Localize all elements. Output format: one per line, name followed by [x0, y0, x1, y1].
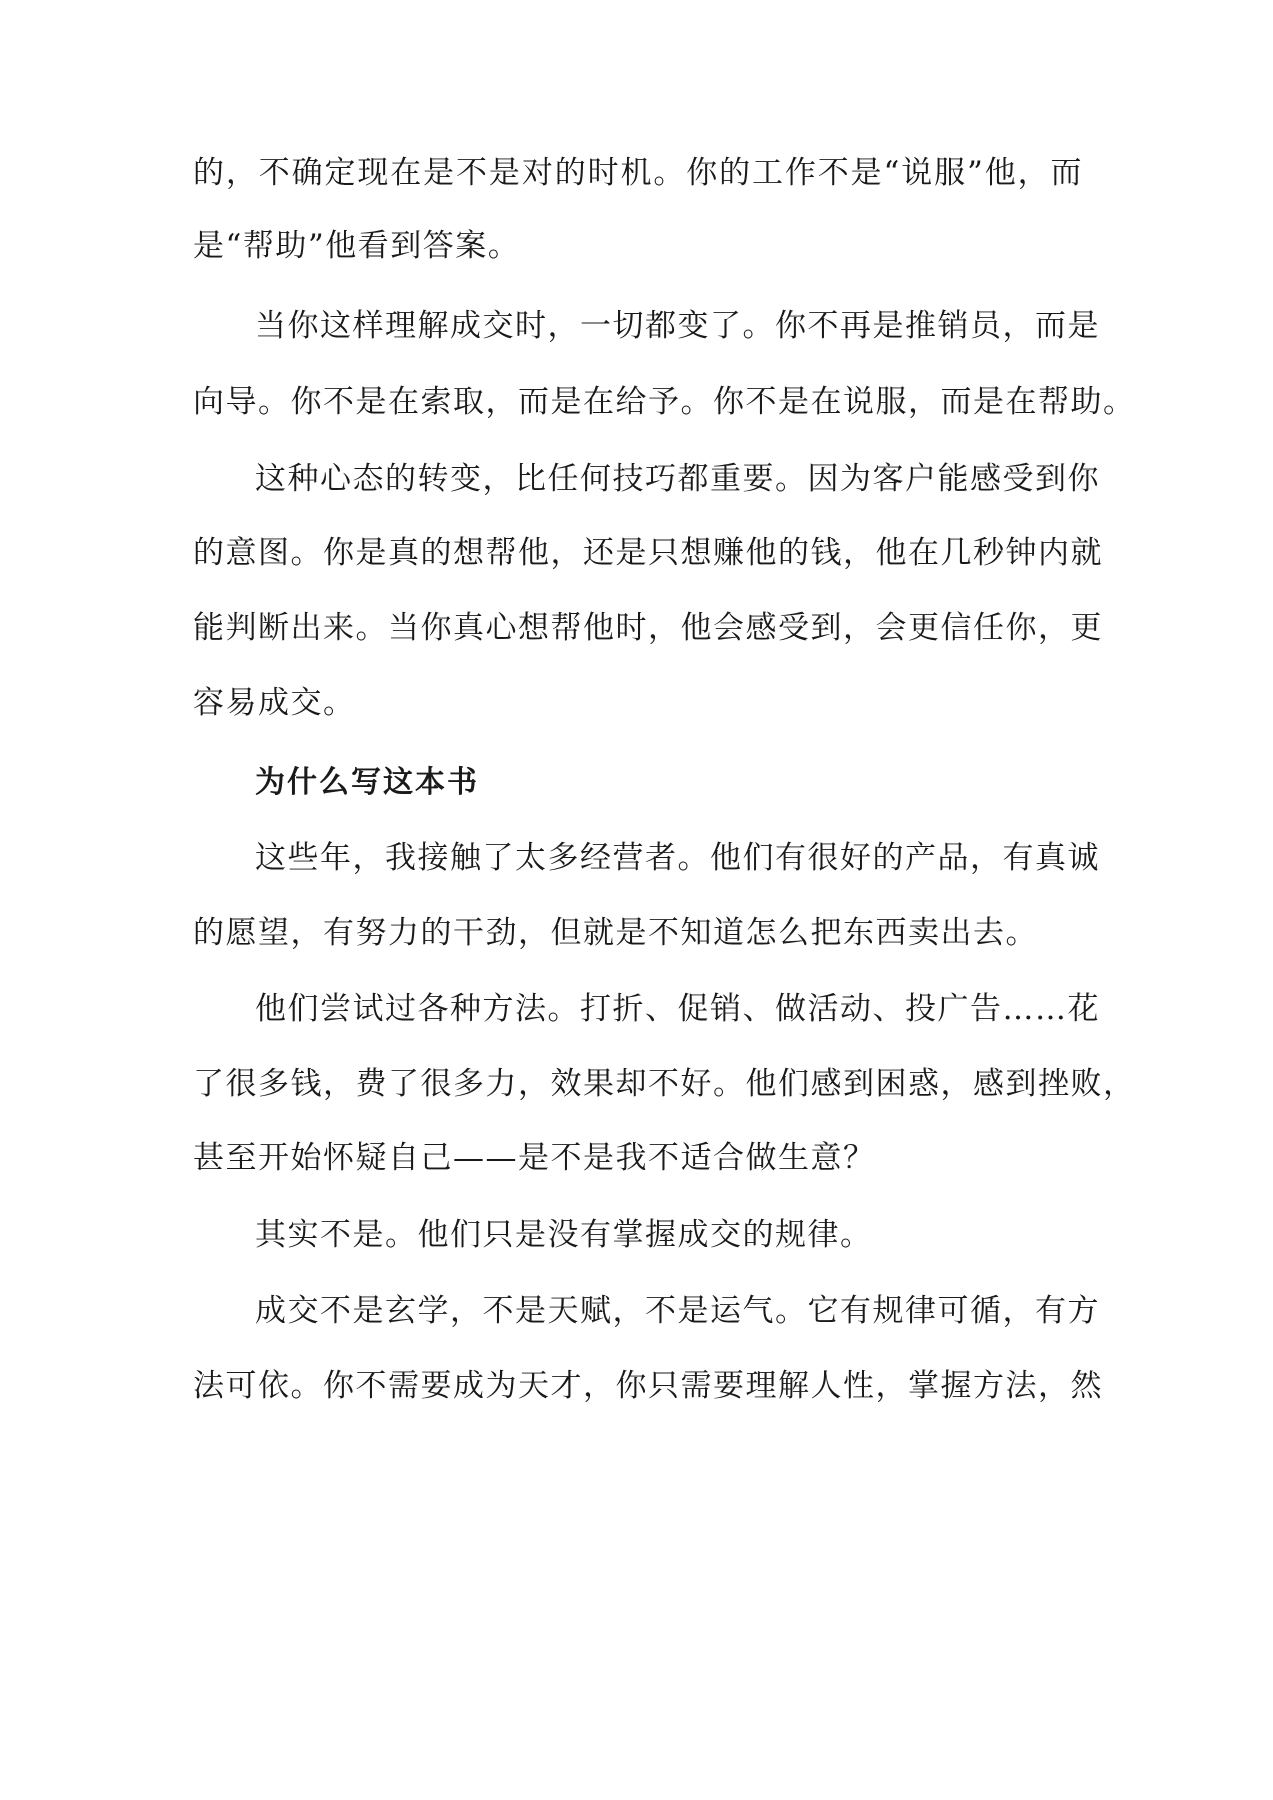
paragraph-3-line-2: 的意图。你是真的想帮他，还是只想赚他的钱，他在几秒钟内就 — [193, 535, 1103, 571]
paragraph-7-line-1: 成交不是玄学，不是天赋，不是运气。它有规律可循，有方 — [255, 1293, 1100, 1329]
paragraph-5-line-2: 了很多钱，费了很多力，效果却不好。他们感到困惑，感到挫败， — [193, 1066, 1136, 1102]
paragraph-4-line-1: 这些年，我接触了太多经营者。他们有很好的产品，有真诚 — [255, 840, 1100, 876]
paragraph-1-line-2: 是“帮助”他看到答案。 — [193, 228, 521, 264]
paragraph-6-line-1: 其实不是。他们只是没有掌握成交的规律。 — [255, 1217, 873, 1253]
paragraph-1-line-1: 的，不确定现在是不是对的时机。你的工作不是“说服”他，而 — [193, 155, 1083, 191]
paragraph-2-line-1: 当你这样理解成交时，一切都变了。你不再是推销员，而是 — [255, 308, 1100, 344]
paragraph-3-line-3: 能判断出来。当你真心想帮他时，他会感受到，会更信任你，更 — [193, 610, 1103, 646]
paragraph-3-line-4: 容易成交。 — [193, 685, 356, 721]
paragraph-5-line-3: 甚至开始怀疑自己——是不是我不适合做生意？ — [193, 1140, 876, 1176]
paragraph-2-line-2: 向导。你不是在索取，而是在给予。你不是在说服，而是在帮助。 — [193, 384, 1136, 420]
paragraph-7-line-2: 法可依。你不需要成为天才，你只需要理解人性，掌握方法，然 — [193, 1368, 1103, 1404]
paragraph-4-line-2: 的愿望，有努力的干劲，但就是不知道怎么把东西卖出去。 — [193, 915, 1038, 951]
section-heading: 为什么写这本书 — [255, 765, 479, 800]
paragraph-5-line-1: 他们尝试过各种方法。打折、促销、做活动、投广告……花 — [255, 991, 1100, 1027]
paragraph-3-line-1: 这种心态的转变，比任何技巧都重要。因为客户能感受到你 — [255, 461, 1100, 497]
